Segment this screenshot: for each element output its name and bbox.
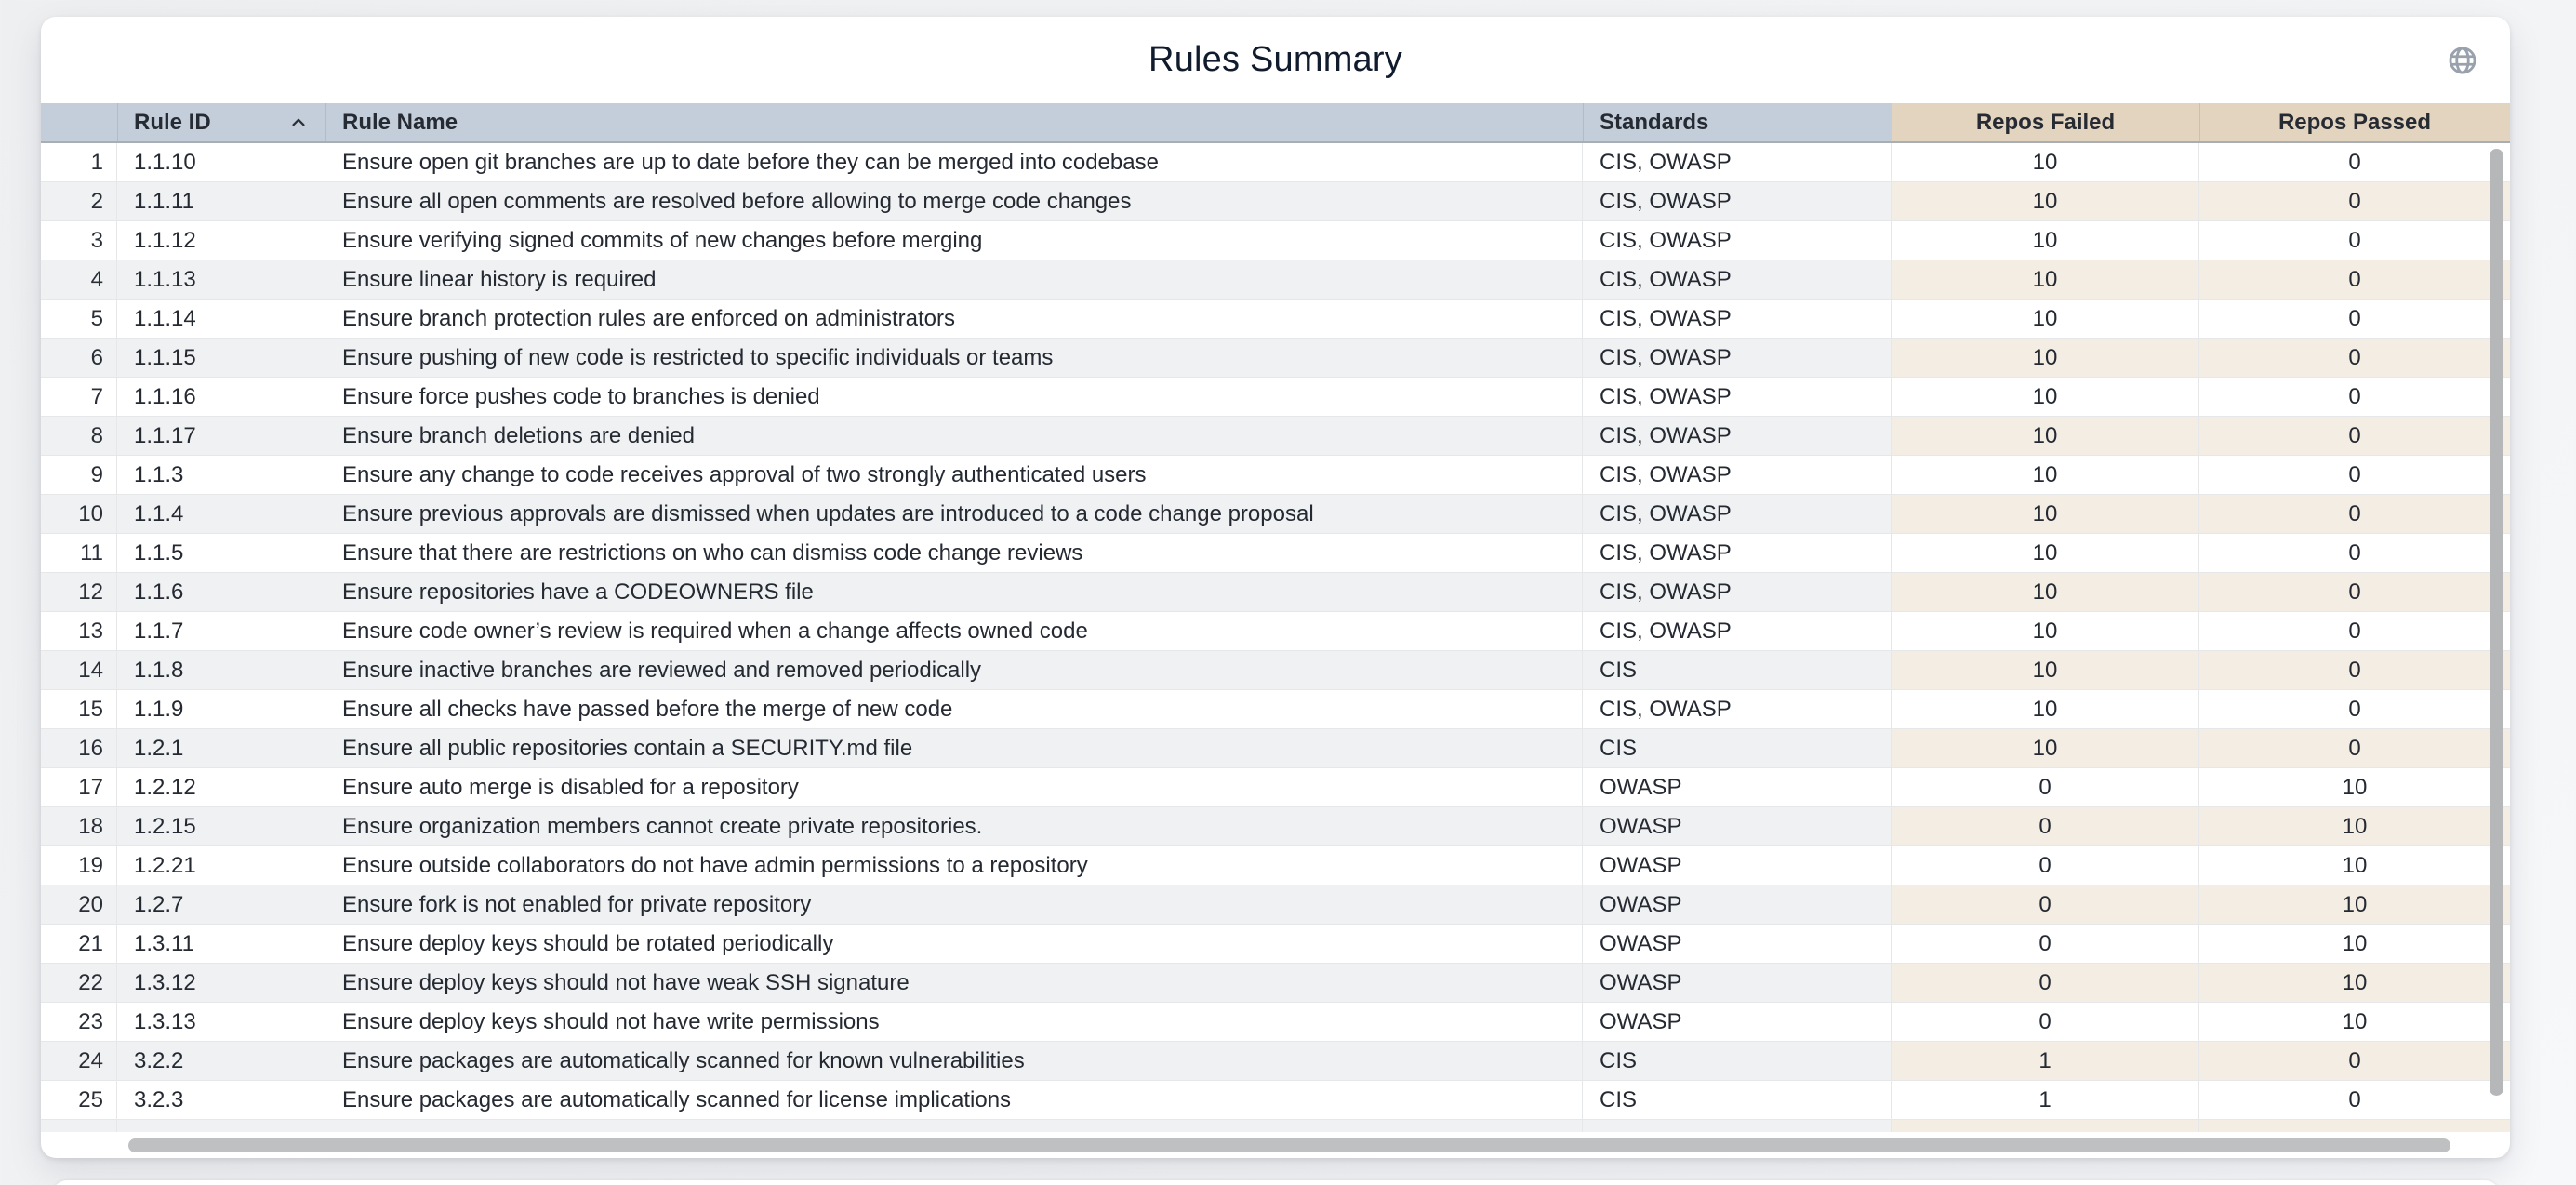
name-cell: Ensure deploy keys should not have write permissions <box>325 1003 1583 1042</box>
table-row <box>41 339 2510 378</box>
failed-cell: 10 <box>1892 221 2199 260</box>
id-cell: 1.1.16 <box>117 378 325 417</box>
standards-cell: CIS, OWASP <box>1583 378 1892 417</box>
failed-cell: 10 <box>1892 573 2199 612</box>
num-cell: 18 <box>41 807 117 846</box>
passed-cell: 0 <box>2199 729 2510 768</box>
table-row <box>41 573 2510 612</box>
num-cell: 21 <box>41 925 117 964</box>
passed-cell: 10 <box>2199 964 2510 1003</box>
passed-cell: 10 <box>2199 807 2510 846</box>
id-cell: 1.1.6 <box>117 573 325 612</box>
name-cell: Ensure auto merge is disabled for a repository <box>325 768 1583 807</box>
table-row <box>41 807 2510 846</box>
name-cell: Ensure verifying signed commits of new changes before merging <box>325 221 1583 260</box>
table-row <box>41 1042 2510 1081</box>
num-cell: 20 <box>41 885 117 925</box>
failed-cell: 10 <box>1892 300 2199 339</box>
table-row <box>41 182 2510 221</box>
passed-cell: 0 <box>2199 260 2510 300</box>
name-cell: Ensure any change to code receives approval of two strongly authenticated users <box>325 456 1583 495</box>
id-cell: 1.1.14 <box>117 300 325 339</box>
num-cell: 19 <box>41 846 117 885</box>
failed-cell: 10 <box>1892 182 2199 221</box>
passed-cell: 0 <box>2199 534 2510 573</box>
num-cell: 22 <box>41 964 117 1003</box>
name-cell: Ensure repositories have a CODEOWNERS file <box>325 573 1583 612</box>
id-cell: 1.1.10 <box>117 143 325 182</box>
num-cell: 8 <box>41 417 117 456</box>
name-cell: Ensure fork is not enabled for private repository <box>325 885 1583 925</box>
name-cell: Ensure open git branches are up to date before they can be merged into codebase <box>325 143 1583 182</box>
table-row <box>41 143 2510 182</box>
rules-summary-card <box>41 17 2510 1158</box>
num-cell: 7 <box>41 378 117 417</box>
id-cell: 1.1.9 <box>117 690 325 729</box>
standards-cell: CIS, OWASP <box>1583 300 1892 339</box>
num-cell: 10 <box>41 495 117 534</box>
header-repos-failed[interactable]: Repos Failed <box>1892 103 2199 141</box>
id-cell: 1.2.1 <box>117 729 325 768</box>
id-cell <box>117 1120 325 1132</box>
table-row <box>41 495 2510 534</box>
passed-cell: 0 <box>2199 612 2510 651</box>
id-cell: 1.3.12 <box>117 964 325 1003</box>
header-repos-passed[interactable]: Repos Passed <box>2199 103 2510 141</box>
name-cell: Ensure force pushes code to branches is denied <box>325 378 1583 417</box>
name-cell: Ensure all checks have passed before the merge of new code <box>325 690 1583 729</box>
table-row <box>41 1081 2510 1120</box>
id-cell: 1.2.12 <box>117 768 325 807</box>
standards-cell: OWASP <box>1583 768 1892 807</box>
table-row <box>41 964 2510 1003</box>
passed-cell: 10 <box>2199 1003 2510 1042</box>
passed-cell: 0 <box>2199 495 2510 534</box>
passed-cell: 0 <box>2199 339 2510 378</box>
standards-cell: CIS <box>1583 1081 1892 1120</box>
id-cell: 1.1.15 <box>117 339 325 378</box>
id-cell: 3.2.2 <box>117 1042 325 1081</box>
table-row <box>41 846 2510 885</box>
next-card-top-edge <box>52 1180 2500 1185</box>
table-row <box>41 534 2510 573</box>
failed-cell <box>1892 1120 2199 1132</box>
name-cell: Ensure all open comments are resolved before allowing to merge code changes <box>325 182 1583 221</box>
failed-cell: 10 <box>1892 143 2199 182</box>
num-cell: 12 <box>41 573 117 612</box>
id-cell: 1.1.8 <box>117 651 325 690</box>
num-cell: 4 <box>41 260 117 300</box>
standards-cell: CIS, OWASP <box>1583 690 1892 729</box>
table-row <box>41 300 2510 339</box>
table-row <box>41 925 2510 964</box>
standards-cell: CIS, OWASP <box>1583 573 1892 612</box>
passed-cell: 0 <box>2199 143 2510 182</box>
id-cell: 1.2.7 <box>117 885 325 925</box>
table-row <box>41 221 2510 260</box>
failed-cell: 1 <box>1892 1042 2199 1081</box>
table-row-partial <box>41 1120 2510 1132</box>
header-rule-name[interactable]: Rule Name <box>325 103 1583 141</box>
standards-cell: CIS, OWASP <box>1583 612 1892 651</box>
standards-cell: CIS, OWASP <box>1583 495 1892 534</box>
failed-cell: 0 <box>1892 1003 2199 1042</box>
name-cell: Ensure linear history is required <box>325 260 1583 300</box>
num-cell: 11 <box>41 534 117 573</box>
name-cell: Ensure organization members cannot create private repositories. <box>325 807 1583 846</box>
passed-cell: 10 <box>2199 846 2510 885</box>
standards-cell: CIS <box>1583 729 1892 768</box>
standards-cell: CIS, OWASP <box>1583 143 1892 182</box>
standards-cell <box>1583 1120 1892 1132</box>
name-cell: Ensure deploy keys should not have weak SSH signature <box>325 964 1583 1003</box>
passed-cell: 0 <box>2199 456 2510 495</box>
table-row <box>41 651 2510 690</box>
failed-cell: 10 <box>1892 456 2199 495</box>
standards-cell: CIS <box>1583 651 1892 690</box>
standards-cell: CIS, OWASP <box>1583 182 1892 221</box>
standards-cell: CIS, OWASP <box>1583 534 1892 573</box>
name-cell <box>325 1120 1583 1132</box>
table-row <box>41 1003 2510 1042</box>
sort-ascending-icon <box>288 113 309 133</box>
num-cell: 9 <box>41 456 117 495</box>
header-rule-id[interactable] <box>117 103 325 141</box>
standards-cell: CIS, OWASP <box>1583 221 1892 260</box>
standards-cell: OWASP <box>1583 925 1892 964</box>
num-cell: 3 <box>41 221 117 260</box>
table-row <box>41 417 2510 456</box>
table-row <box>41 456 2510 495</box>
passed-cell: 0 <box>2199 182 2510 221</box>
id-cell: 1.1.4 <box>117 495 325 534</box>
header-row-number[interactable] <box>41 103 117 141</box>
num-cell: 25 <box>41 1081 117 1120</box>
passed-cell: 0 <box>2199 651 2510 690</box>
failed-cell: 10 <box>1892 612 2199 651</box>
id-cell: 3.2.3 <box>117 1081 325 1120</box>
name-cell: Ensure packages are automatically scanned for license implications <box>325 1081 1583 1120</box>
passed-cell: 0 <box>2199 300 2510 339</box>
failed-cell: 10 <box>1892 417 2199 456</box>
failed-cell: 10 <box>1892 260 2199 300</box>
passed-cell: 0 <box>2199 1042 2510 1081</box>
passed-cell: 0 <box>2199 378 2510 417</box>
name-cell: Ensure branch deletions are denied <box>325 417 1583 456</box>
horizontal-scrollbar-thumb[interactable] <box>128 1138 2450 1152</box>
standards-cell: OWASP <box>1583 807 1892 846</box>
id-cell: 1.1.3 <box>117 456 325 495</box>
standards-cell: CIS, OWASP <box>1583 456 1892 495</box>
passed-cell: 0 <box>2199 1081 2510 1120</box>
passed-cell: 0 <box>2199 690 2510 729</box>
failed-cell: 10 <box>1892 729 2199 768</box>
id-cell: 1.1.13 <box>117 260 325 300</box>
failed-cell: 0 <box>1892 925 2199 964</box>
standards-cell: OWASP <box>1583 1003 1892 1042</box>
vertical-scrollbar-thumb[interactable] <box>2490 149 2503 1096</box>
num-cell: 1 <box>41 143 117 182</box>
num-cell: 16 <box>41 729 117 768</box>
failed-cell: 10 <box>1892 495 2199 534</box>
name-cell: Ensure deploy keys should be rotated periodically <box>325 925 1583 964</box>
card-titlebar <box>41 17 2510 103</box>
failed-cell: 0 <box>1892 768 2199 807</box>
num-cell: 24 <box>41 1042 117 1081</box>
table-row <box>41 885 2510 925</box>
table-row <box>41 378 2510 417</box>
num-cell: 14 <box>41 651 117 690</box>
failed-cell: 0 <box>1892 807 2199 846</box>
table-header-row <box>41 103 2510 143</box>
num-cell: 5 <box>41 300 117 339</box>
globe-icon <box>2447 45 2478 76</box>
failed-cell: 10 <box>1892 378 2199 417</box>
num-cell: 15 <box>41 690 117 729</box>
id-cell: 1.1.11 <box>117 182 325 221</box>
id-cell: 1.3.13 <box>117 1003 325 1042</box>
passed-cell: 10 <box>2199 925 2510 964</box>
name-cell: Ensure outside collaborators do not have admin permissions to a repository <box>325 846 1583 885</box>
id-cell: 1.1.12 <box>117 221 325 260</box>
passed-cell: 0 <box>2199 221 2510 260</box>
failed-cell: 1 <box>1892 1081 2199 1120</box>
id-cell: 1.2.21 <box>117 846 325 885</box>
passed-cell <box>2199 1120 2510 1132</box>
failed-cell: 10 <box>1892 690 2199 729</box>
id-cell: 1.1.5 <box>117 534 325 573</box>
standards-cell: CIS, OWASP <box>1583 417 1892 456</box>
name-cell: Ensure all public repositories contain a SECURITY.md file <box>325 729 1583 768</box>
passed-cell: 0 <box>2199 417 2510 456</box>
failed-cell: 0 <box>1892 885 2199 925</box>
name-cell: Ensure previous approvals are dismissed when updates are introduced to a code change proposal <box>325 495 1583 534</box>
id-cell: 1.1.17 <box>117 417 325 456</box>
name-cell: Ensure code owner’s review is required when a change affects owned code <box>325 612 1583 651</box>
name-cell: Ensure that there are restrictions on who can dismiss code change reviews <box>325 534 1583 573</box>
passed-cell: 10 <box>2199 885 2510 925</box>
name-cell: Ensure pushing of new code is restricted to specific individuals or teams <box>325 339 1583 378</box>
passed-cell: 0 <box>2199 573 2510 612</box>
failed-cell: 0 <box>1892 846 2199 885</box>
num-cell: 13 <box>41 612 117 651</box>
name-cell: Ensure packages are automatically scanned for known vulnerabilities <box>325 1042 1583 1081</box>
standards-cell: CIS, OWASP <box>1583 260 1892 300</box>
failed-cell: 10 <box>1892 339 2199 378</box>
standards-cell: OWASP <box>1583 846 1892 885</box>
failed-cell: 10 <box>1892 534 2199 573</box>
table-row <box>41 612 2510 651</box>
globe-button[interactable] <box>2443 41 2482 80</box>
num-cell <box>41 1120 117 1132</box>
table-row <box>41 690 2510 729</box>
standards-cell: OWASP <box>1583 885 1892 925</box>
passed-cell: 10 <box>2199 768 2510 807</box>
num-cell: 17 <box>41 768 117 807</box>
name-cell: Ensure inactive branches are reviewed and removed periodically <box>325 651 1583 690</box>
table-row <box>41 729 2510 768</box>
name-cell: Ensure branch protection rules are enforced on administrators <box>325 300 1583 339</box>
id-cell: 1.2.15 <box>117 807 325 846</box>
num-cell: 6 <box>41 339 117 378</box>
num-cell: 2 <box>41 182 117 221</box>
failed-cell: 0 <box>1892 964 2199 1003</box>
id-cell: 1.1.7 <box>117 612 325 651</box>
id-cell: 1.3.11 <box>117 925 325 964</box>
standards-cell: OWASP <box>1583 964 1892 1003</box>
num-cell: 23 <box>41 1003 117 1042</box>
table-row <box>41 768 2510 807</box>
failed-cell: 10 <box>1892 651 2199 690</box>
page-title: Rules Summary <box>1149 40 1402 79</box>
table-body <box>41 143 2510 1132</box>
table-row <box>41 260 2510 300</box>
standards-cell: CIS <box>1583 1042 1892 1081</box>
standards-cell: CIS, OWASP <box>1583 339 1892 378</box>
header-standards[interactable]: Standards <box>1583 103 1892 141</box>
header-rule-id-label: Rule ID <box>134 109 211 135</box>
